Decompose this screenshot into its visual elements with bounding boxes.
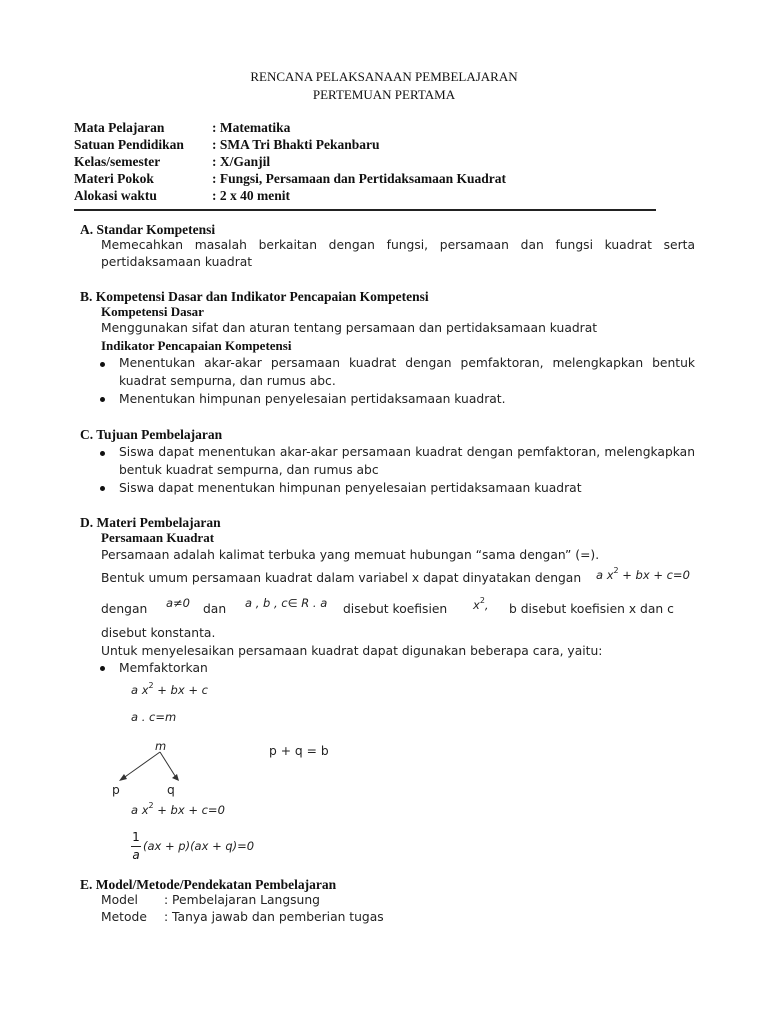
section-e-value: : Pembelajaran Langsung	[164, 893, 320, 907]
section-d-text: Persamaan adalah kalimat terbuka yang memuat hubungan “sama dengan” (=).	[101, 548, 600, 562]
set-equation: a , b , c∈ R . a	[245, 596, 328, 610]
list-item: kuadrat sempurna, dan rumus abc.	[119, 374, 336, 388]
meta-label: Kelas/semester	[74, 154, 161, 169]
section-d-text: dan	[203, 602, 227, 616]
fraction-denominator: a	[132, 848, 140, 862]
section-d-text: disebut konstanta.	[101, 626, 216, 640]
bullet-icon	[100, 666, 105, 671]
header-divider	[74, 209, 656, 211]
meta-value: : 2 x 40 menit	[212, 188, 290, 203]
section-b-subheading: Kompetensi Dasar	[101, 304, 204, 319]
meta-value: : SMA Tri Bhakti Pekanbaru	[212, 137, 380, 152]
bullet-icon	[100, 486, 105, 491]
factor-tree-arrows	[110, 750, 190, 786]
section-c-heading: C. Tujuan Pembelajaran	[80, 427, 223, 442]
condition-equation: a≠0	[166, 596, 190, 610]
quadratic-expression: a $x^2$ + bx + c	[131, 681, 208, 697]
meta-label: Satuan Pendidikan	[74, 137, 184, 152]
tree-leaf-label: p	[112, 783, 120, 797]
meta-label: Alokasi waktu	[74, 188, 157, 203]
bullet-icon	[100, 397, 105, 402]
list-item: Siswa dapat menentukan himpunan penyelesaian pertidaksamaan kuadrat	[119, 481, 582, 495]
section-d-text: Bentuk umum persamaan kuadrat dalam variabel x dapat dinyatakan dengan	[101, 571, 582, 585]
bullet-icon	[100, 362, 105, 367]
section-d-heading: D. Materi Pembelajaran	[80, 515, 221, 530]
section-b-text: Menggunakan sifat dan aturan tentang persamaan dan pertidaksamaan kuadrat	[101, 321, 598, 335]
page-title: RENCANA PELAKSANAAN PEMBELAJARAN	[250, 69, 518, 84]
section-e-heading: E. Model/Metode/Pendekatan Pembelajaran	[80, 877, 337, 892]
meta-value: : X/Ganjil	[212, 154, 271, 169]
meta-label: Mata Pelajaran	[74, 120, 165, 135]
section-e-label: Model	[101, 893, 138, 907]
general-form-equation: a $x^2$ + bx + c=0	[596, 566, 690, 582]
fraction-bar	[131, 846, 141, 847]
section-a-text: Memecahkan masalah berkaitan dengan fungsi, persamaan dan fungsi kuadrat serta	[101, 238, 695, 252]
page-subtitle: PERTEMUAN PERTAMA	[312, 87, 456, 102]
section-e-value: : Tanya jawab dan pemberian tugas	[164, 910, 384, 924]
section-d-text: dengan	[101, 602, 148, 616]
list-item: Menentukan himpunan penyelesaian pertidaksamaan kuadrat.	[119, 392, 506, 406]
section-b-subheading: Indikator Pencapaian Kompetensi	[101, 338, 292, 353]
section-a-heading: A. Standar Kompetensi	[80, 222, 216, 237]
quadratic-equation: a $x^2$ + bx + c=0	[131, 801, 225, 817]
section-d-text: b disebut koefisien x dan c	[509, 602, 674, 616]
list-item: Menentukan akar-akar persamaan kuadrat dengan pemfaktoran, melengkapkan bentuk	[119, 356, 695, 370]
section-d-text: disebut koefisien	[343, 602, 448, 616]
tree-leaf-label: q	[167, 783, 175, 797]
section-d-subheading: Persamaan Kuadrat	[101, 530, 215, 545]
section-e-label: Metode	[101, 910, 147, 924]
bullet-icon	[100, 451, 105, 456]
x-squared-term: $x^2$,	[473, 596, 489, 612]
meta-label: Materi Pokok	[74, 171, 154, 186]
section-d-text: Untuk menyelesaikan persamaan kuadrat dapat digunakan beberapa cara, yaitu:	[101, 644, 603, 658]
fraction-numerator: 1	[132, 830, 140, 844]
section-a-text: pertidaksamaan kuadrat	[101, 255, 253, 269]
tree-root-label: m	[155, 739, 167, 753]
list-item: Memfaktorkan	[119, 661, 208, 675]
factored-equation: (ax + p)(ax + q)=0	[143, 839, 255, 853]
meta-value: : Fungsi, Persamaan dan Pertidaksamaan Kuadrat	[212, 171, 507, 186]
product-equation: a . c=m	[131, 710, 177, 724]
list-item: Siswa dapat menentukan akar-akar persamaan kuadrat dengan pemfaktoran, melengkapkan	[119, 445, 695, 459]
sum-equation: p + q = b	[269, 744, 329, 758]
meta-value: : Matematika	[212, 120, 291, 135]
list-item: bentuk kuadrat sempurna, dan rumus abc	[119, 463, 379, 477]
section-b-heading: B. Kompetensi Dasar dan Indikator Pencapaian Kompetensi	[80, 289, 429, 304]
